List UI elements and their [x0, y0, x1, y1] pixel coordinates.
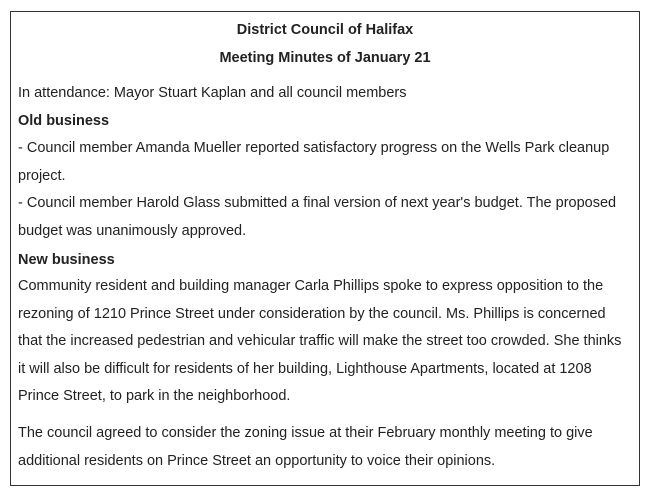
- document-title: District Council of Halifax: [236, 22, 414, 38]
- attendance-line: In attendance: Mayor Stuart Kaplan and all council members: [18, 85, 407, 101]
- closing-paragraph: The council agreed to consider the zoning issue at their February monthly meeting to give additional residents on Prince Street an opportunity to voice their opinions.: [18, 425, 593, 469]
- document-subtitle: Meeting Minutes of January 21: [219, 50, 431, 66]
- old-business-item: - Council member Amanda Mueller reported satisfactory progress on the Wells Park cleanup project.: [18, 140, 610, 184]
- new-business-heading: New business: [18, 252, 115, 268]
- minutes-document: [10, 11, 640, 486]
- new-business-body: Community resident and building manager Carla Phillips spoke to express opposition to the rezoning of 1210 Prince Street under consideration by the council. Ms. Phillips is concerned that the increased pedestrian and vehicular traffic will make the street too crowded. She thinks it will also be difficult for residents of her building, Lighthouse Apartments, located at 1208 Prince Street, to park in the neighborhood.: [18, 278, 622, 405]
- old-business-heading: Old business: [18, 113, 110, 129]
- old-business-item: - Council member Harold Glass submitted a final version of next year's budget. The proposed budget was unanimously approved.: [18, 195, 617, 239]
